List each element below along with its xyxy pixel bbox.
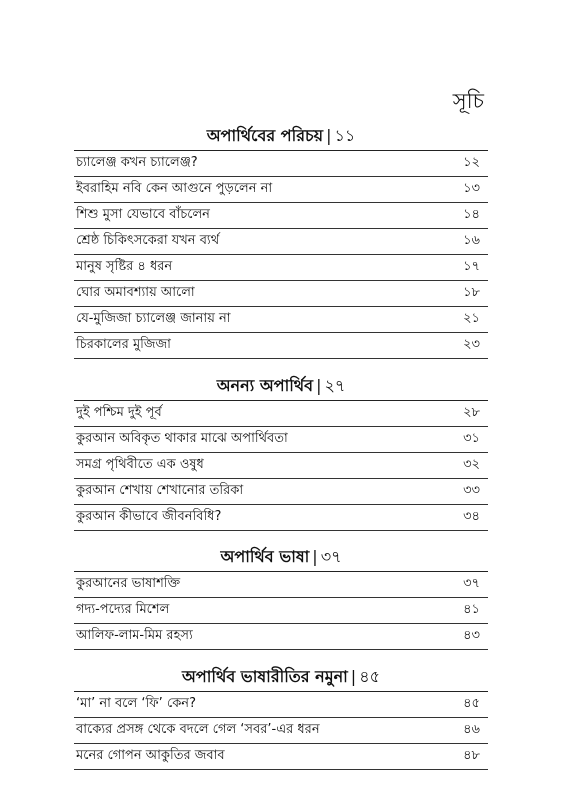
toc-title: শিশু মুসা যেভাবে বাঁচলেন <box>76 207 210 222</box>
toc-row[interactable] <box>74 572 488 598</box>
separator: | <box>350 667 357 686</box>
toc-section-1 <box>74 124 488 359</box>
toc-list <box>74 691 488 770</box>
toc-title: বাক্যের প্রসঙ্গ থেকে বদলে গেল ‘সবর’-এর ধরন <box>76 722 320 737</box>
toc-page: ২৮ <box>463 405 480 420</box>
toc-section-2 <box>74 374 488 531</box>
toc-title: ঘোর অমাবশ্যায় আলো <box>76 285 195 300</box>
toc-title: চিরকালের মুজিজা <box>76 337 171 352</box>
toc-title: মানুষ সৃষ্টির ৪ ধরন <box>76 259 173 274</box>
toc-row[interactable] <box>74 229 488 255</box>
toc-list <box>74 400 488 531</box>
section-heading-title: অপার্থিব ভাষারীতির নমুনা <box>182 667 348 686</box>
toc-row[interactable] <box>74 718 488 744</box>
toc-page: ১২ <box>463 155 480 170</box>
section-heading-page: ৩৭ <box>320 547 342 566</box>
toc-title: আলিফ-লাম-মিম রহস্য <box>76 628 193 643</box>
toc-title: কুরআন কীভাবে জীবনবিধি? <box>76 509 222 524</box>
toc-page: ৩৭ <box>463 576 480 591</box>
page-title: সূচি <box>452 89 484 113</box>
section-heading-page: ৪৫ <box>359 667 380 686</box>
toc-title: মনের গোপন আকুতির জবাব <box>76 748 225 763</box>
separator: | <box>312 547 318 566</box>
toc-list <box>74 150 488 359</box>
toc-title: কুরআন অবিকৃত থাকার মাঝে অপার্থিবতা <box>76 431 288 446</box>
toc-row[interactable] <box>74 598 488 624</box>
toc-page: ২১ <box>463 311 480 326</box>
toc-row[interactable] <box>74 151 488 177</box>
toc-page: ৪৫ <box>463 696 480 711</box>
toc-row[interactable] <box>74 307 488 333</box>
toc-title: কুরআনের ভাষাশক্তি <box>76 576 181 591</box>
section-heading-title: অপার্থিব ভাষা <box>220 547 310 566</box>
toc-row[interactable] <box>74 203 488 229</box>
toc-row[interactable] <box>74 479 488 505</box>
toc-page: ৩১ <box>463 431 480 446</box>
toc-title: দুই পশ্চিম দুই পূর্ব <box>76 405 162 420</box>
toc-title: ‘মা’ না বলে ‘ফি’ কেন? <box>76 696 196 711</box>
toc-page: ২৩ <box>463 337 480 352</box>
toc-list <box>74 571 488 650</box>
toc-row[interactable] <box>74 427 488 453</box>
toc-page: ৪৬ <box>463 722 480 737</box>
section-heading <box>74 374 488 398</box>
section-heading <box>74 124 488 148</box>
toc-page: ৪১ <box>463 602 480 617</box>
toc-row[interactable] <box>74 401 488 427</box>
toc-title: গদ্য-পদ্যের মিশেল <box>76 602 170 617</box>
toc-section-3 <box>74 545 488 650</box>
section-heading <box>74 545 488 569</box>
toc-title: কুরআন শেখায় শেখানোর তরিকা <box>76 483 244 498</box>
toc-row[interactable] <box>74 453 488 479</box>
toc-row[interactable] <box>74 505 488 531</box>
toc-title: শ্রেষ্ঠ চিকিৎসকেরা যখন ব্যর্থ <box>76 233 220 248</box>
toc-page: ৪৩ <box>463 628 480 643</box>
section-heading <box>74 665 488 689</box>
toc-row[interactable] <box>74 255 488 281</box>
toc-row[interactable] <box>74 177 488 203</box>
toc-row[interactable] <box>74 744 488 770</box>
section-heading-title: অপার্থিবের পরিচয় <box>206 126 324 145</box>
toc-section-4 <box>74 665 488 770</box>
toc-title: ইবরাহিম নবি কেন আগুনে পুড়লেন না <box>76 181 273 196</box>
toc-page: ১৩ <box>463 181 480 196</box>
toc-page: ১৮ <box>463 285 480 300</box>
toc-row[interactable] <box>74 692 488 718</box>
section-heading-page: ২৭ <box>324 376 346 395</box>
separator: | <box>326 126 332 145</box>
toc-row[interactable] <box>74 281 488 307</box>
toc-row[interactable] <box>74 624 488 650</box>
toc-title: যে-মুজিজা চ্যালেঞ্জ জানায় না <box>76 311 231 326</box>
separator: | <box>316 376 322 395</box>
toc-page: ৩৩ <box>463 483 480 498</box>
section-heading-title: অনন্য অপার্থিব <box>216 376 314 395</box>
toc-page: ১৭ <box>463 259 480 274</box>
toc-page: ১৪ <box>463 207 480 222</box>
toc-page: ৪৮ <box>463 748 480 763</box>
toc-page: ১৬ <box>463 233 480 248</box>
section-heading-page: ১১ <box>334 126 356 145</box>
toc-row[interactable] <box>74 333 488 359</box>
toc-page: ৩২ <box>463 457 480 472</box>
toc-title: চ্যালেঞ্জ কখন চ্যালেঞ্জ? <box>76 155 198 170</box>
toc-title: সমগ্র পৃথিবীতে এক ওষুধ <box>76 457 204 472</box>
toc-page: ৩৪ <box>463 509 480 524</box>
